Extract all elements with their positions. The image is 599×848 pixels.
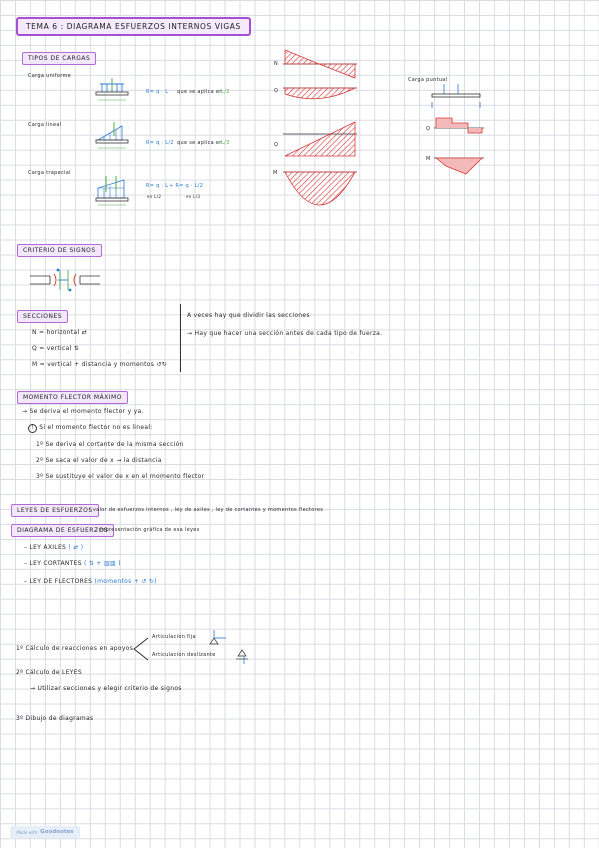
momento-s1: 1º Se deriva el cortante de la misma sección [36, 441, 184, 448]
diagram-n-triangles [279, 48, 359, 80]
lineal-load-sketch [92, 122, 132, 152]
eq3a: R= q · L [146, 183, 169, 189]
criterio-signs-sketch [28, 266, 108, 296]
eq3b-sub: en L/3 [186, 194, 201, 199]
puntual-load-sketch [428, 82, 488, 110]
secciones-right1: A veces hay que dividir las secciones [187, 312, 310, 319]
diagram-label-m2: M [426, 156, 431, 162]
diagram-m-polygon [432, 154, 488, 178]
goodnotes-watermark: Made with Goodnotes [10, 826, 80, 838]
diagram-q-parabola [279, 80, 359, 110]
leyes-heading: LEYES DE ESFUERZOS [11, 504, 99, 517]
secciones-m: M = vertical + distancia y momentos ↺↻ [32, 361, 168, 368]
support-symbols-sketch [206, 626, 242, 666]
eq3b: + R= q · L/2 [169, 183, 204, 189]
page-title: TEMA 6 : DIAGRAMA ESFUERZOS INTERNOS VIGAS [16, 17, 251, 36]
articulacion-fija: Articulación fija [152, 634, 196, 640]
secciones-divider [180, 304, 181, 372]
secciones-heading: SECCIONES [17, 310, 68, 323]
diagram-q-steps [432, 114, 488, 138]
lineal-label: Carga lineal [28, 122, 62, 128]
momento-heading: MOMENTO FLECTOR MÁXIMO [17, 391, 128, 404]
diagram-label-m1: M [273, 170, 278, 176]
diagram-label-n1: N [274, 61, 279, 67]
criterio-heading: CRITERIO DE SIGNOS [17, 244, 102, 257]
diagrama-heading: DIAGRAMA DE ESFUERZOS [11, 524, 114, 537]
momento-s2: 2º Se saca el valor de x → la distancia [36, 457, 162, 464]
eq2: R= q · L/2 [146, 140, 174, 146]
momento-l1: → Se deriva el momento flector y ya. [22, 408, 144, 415]
trapecial-load-sketch [92, 176, 132, 208]
paso-2: 2º Cálculo de LEYES [16, 669, 82, 676]
vertical-arrows-icon: ⇅ [73, 345, 80, 352]
paso-1: 1º Cálculo de reacciones en apoyos [16, 645, 134, 652]
secciones-right2: → Hay que hacer una sección antes de cada tipo de fuerza. [187, 330, 383, 337]
diagram-q-triangle [279, 118, 359, 158]
secciones-n: N = horizontal ⇄ [32, 329, 88, 336]
cortante-load-icon: ( ⇅ + ▥▥ ) [84, 560, 121, 567]
articulacion-deslizante: Articulación deslizante [152, 652, 216, 658]
tipos-heading: TIPOS DE CARGAS [22, 52, 96, 65]
puntual-label: Carga puntual [408, 77, 448, 83]
secciones-q: Q = vertical ⇅ [32, 345, 80, 352]
eq1-frac: L/2 [221, 89, 230, 95]
leyes-desc: : valor de esfuerzos internos , ley de axiles , ley de cortantes y momentos flectores [89, 507, 324, 513]
diagram-label-q3: Q [426, 126, 431, 132]
paso-2-sub: → Utilizar secciones y elegir criterio de signos [30, 685, 182, 692]
eq2-frac: L/3 [221, 140, 230, 146]
horizontal-arrows-icon: ⇄ [81, 329, 88, 336]
moment-icon: ↺↻ [156, 361, 168, 368]
reacciones-brace [130, 636, 150, 662]
eq2-note: que se aplica en [177, 140, 223, 146]
warning-icon: ! [28, 424, 37, 433]
ley-axiles: – LEY AXILES ( ⇄ ) [24, 544, 84, 551]
eq1: R= q · L [146, 89, 169, 95]
eq3a-sub: en L/2 [147, 194, 162, 199]
axil-arrows-icon: ( ⇄ ) [68, 544, 84, 551]
diagram-label-q2: Q [274, 142, 279, 148]
ley-cortantes: – LEY CORTANTES ( ⇅ + ▥▥ ) [24, 560, 121, 567]
uniforme-label: Carga uniforme [28, 73, 72, 79]
ley-flectores: – LEY DE FLECTORES (momentos + ↺ ↻) [24, 578, 157, 585]
diagram-m-parabola [279, 168, 359, 210]
uniforme-load-sketch [92, 78, 132, 106]
paso-3: 3º Dibujo de diagramas [16, 715, 94, 722]
diagram-label-q1: Q [274, 88, 279, 94]
diagrama-desc: : representación gráfica de esa leyes [96, 527, 200, 533]
momento-s3: 3º Se sustituye el valor de x en el momento flector [36, 473, 205, 480]
trapecial-label: Carga trapecial [28, 170, 71, 176]
eq1-note: que se aplica en [177, 89, 223, 95]
momento-l2: ! Si el momento flector no es lineal: [28, 424, 153, 433]
